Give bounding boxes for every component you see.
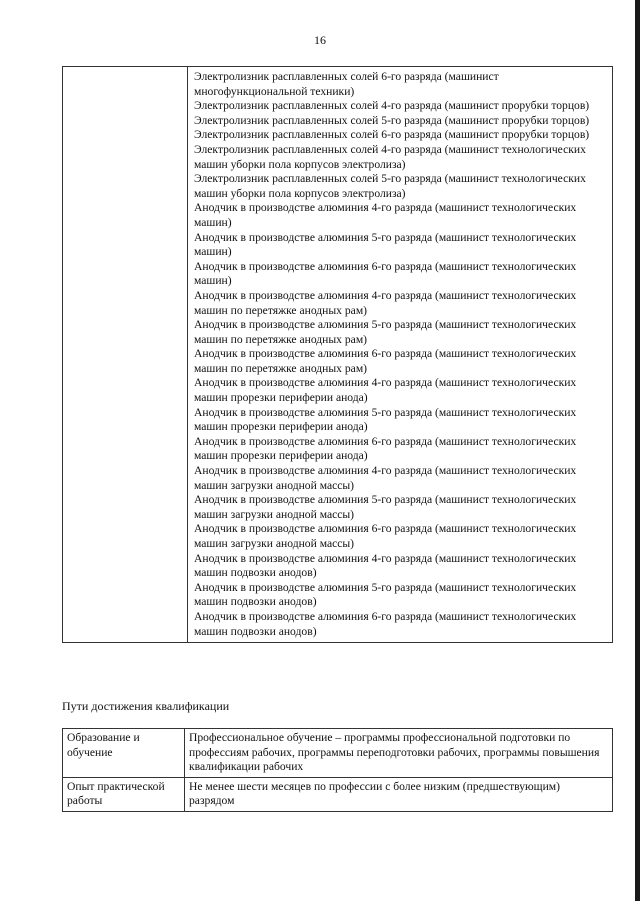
row-value-experience: Не менее шести месяцев по профессии с более низким (предшествующим) разрядом bbox=[185, 777, 613, 811]
list-item: Анодчик в производстве алюминия 4-го разряда (машинист технологических машин по перетяжке анодных рам) bbox=[194, 288, 577, 317]
list-item: Анодчик в производстве алюминия 6-го разряда (машинист технологических машин) bbox=[194, 259, 577, 288]
list-item: Электролизник расплавленных солей 6-го разряда (машинист многофункциональной техники) bbox=[194, 70, 499, 98]
list-item: Анодчик в производстве алюминия 6-го разряда (машинист технологических машин прорезки периферии анода) bbox=[194, 434, 577, 463]
table-row bbox=[63, 777, 613, 811]
section-title: Пути достижения квалификации bbox=[62, 699, 230, 713]
list-item: Анодчик в производстве алюминия 6-го разряда (машинист технологических машин по перетяжке анодных рам) bbox=[194, 347, 577, 375]
empty-cell bbox=[63, 67, 188, 643]
table-row bbox=[63, 67, 613, 643]
page-number: 16 bbox=[314, 33, 326, 47]
list-item: Анодчик в производстве алюминия 5-го разряда (машинист технологических машин прорезки периферии анода) bbox=[194, 405, 577, 434]
list-item: Анодчик в производстве алюминия 4-го разряда (машинист технологических машин загрузки анодной массы) bbox=[194, 464, 577, 492]
list-item: Анодчик в производстве алюминия 4-го разряда (машинист технологических машин) bbox=[194, 201, 577, 229]
row-label-experience: Опыт практической работы bbox=[63, 777, 185, 811]
list-item: Анодчик в производстве алюминия 5-го разряда (машинист технологических машин по перетяжке анодных рам) bbox=[194, 318, 577, 346]
list-item: Анодчик в производстве алюминия 5-го разряда (машинист технологических машин загрузки анодной массы) bbox=[194, 493, 577, 521]
list-item: Электролизник расплавленных солей 4-го разряда (машинист технологических машин уборки пола корпусов электролиза) bbox=[194, 142, 586, 171]
list-item: Электролизник расплавленных солей 5-го разряда (машинист прорубки торцов) bbox=[194, 113, 590, 127]
list-item: Электролизник расплавленных солей 4-го разряда (машинист прорубки торцов) bbox=[194, 99, 590, 113]
table-row bbox=[63, 729, 613, 778]
qualification-paths-table bbox=[62, 728, 613, 812]
list-item: Электролизник расплавленных солей 6-го разряда (машинист прорубки торцов) bbox=[194, 128, 590, 142]
list-item: Анодчик в производстве алюминия 6-го разряда (машинист технологических машин загрузки анодной массы) bbox=[194, 522, 577, 550]
list-item: Анодчик в производстве алюминия 4-го разряда (машинист технологических машин прорезки периферии анода) bbox=[194, 376, 577, 405]
scan-edge bbox=[635, 0, 640, 901]
list-item: Анодчик в производстве алюминия 5-го разряда (машинист технологических машин) bbox=[194, 230, 577, 259]
list-item: Электролизник расплавленных солей 5-го разряда (машинист технологических машин уборки пола корпусов электролиза) bbox=[194, 172, 586, 200]
list-item: Анодчик в производстве алюминия 4-го разряда (машинист технологических машин подвозки анодов) bbox=[194, 551, 577, 580]
row-value-education: Профессиональное обучение – программы профессиональной подготовки по профессиям рабочих, программы переподготовки рабочих, программы повышения квалификации рабочих bbox=[185, 729, 613, 778]
list-item: Анодчик в производстве алюминия 6-го разряда (машинист технологических машин подвозки анодов) bbox=[194, 609, 577, 638]
row-label-education: Образование и обучение bbox=[63, 729, 185, 778]
occupations-table bbox=[62, 66, 613, 643]
occupations-cell bbox=[188, 67, 613, 643]
list-item: Анодчик в производстве алюминия 5-го разряда (машинист технологических машин подвозки анодов) bbox=[194, 580, 577, 609]
